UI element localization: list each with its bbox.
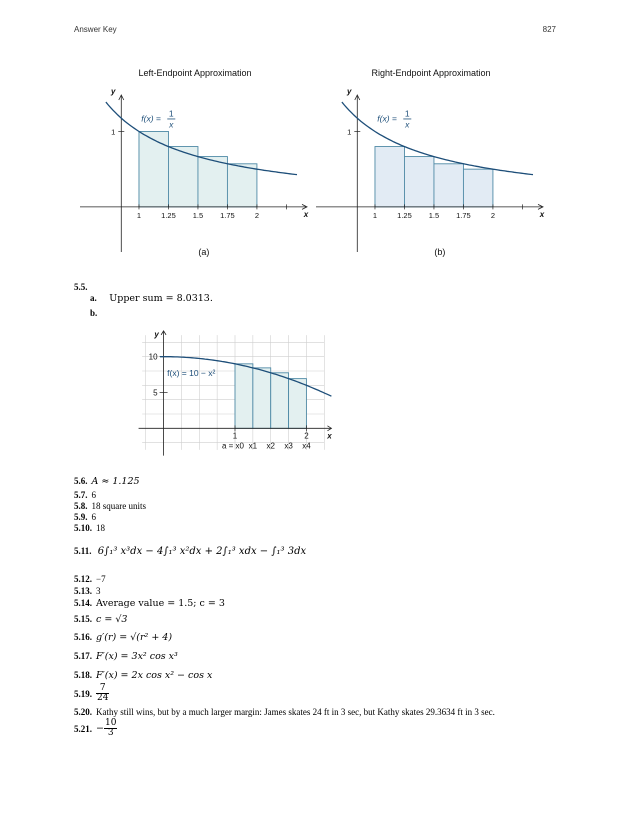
figure-caption: (a) (198, 247, 210, 257)
figure-caption: (b) (434, 247, 446, 257)
x-tick-label: 1 (372, 210, 378, 220)
answer-text: c = √3 (96, 614, 128, 625)
chart-title: Left-Endpoint Approximation (138, 68, 252, 78)
riemann-rectangle (271, 373, 289, 429)
x-axis-label: x (327, 431, 332, 441)
left-endpoint-chart (80, 62, 320, 267)
part-label: b. (90, 308, 98, 318)
answer-5-20 (74, 707, 495, 718)
answer-5-15 (74, 614, 127, 625)
answer-text: F′(x) = 3x² cos x³ (96, 651, 178, 662)
partition-label: x4 (302, 441, 311, 451)
answer-number: 5.13. (74, 586, 92, 596)
curve-label-numerator: 1 (404, 108, 410, 119)
answer-number: 5.18. (74, 670, 92, 680)
answer-5-19 (74, 684, 109, 703)
answer-number: 5.21. (74, 723, 92, 734)
answer-number: 5.15. (74, 614, 92, 624)
numerator: 7 (96, 684, 109, 694)
answer-number: 5.8. (74, 501, 88, 511)
running-header: Answer Key (74, 25, 117, 34)
answer-5-17 (74, 651, 178, 662)
riemann-rectangle (139, 131, 168, 206)
answer-5-5 (74, 282, 92, 293)
riemann-rectangle (404, 157, 433, 207)
partition-label: x2 (266, 441, 275, 451)
riemann-rectangle (198, 157, 227, 207)
y-axis-label: y (154, 329, 159, 339)
riemann-rectangle (289, 379, 307, 429)
answer-number: 5.9. (74, 512, 88, 522)
answer-5-10 (74, 523, 105, 534)
curve-label: f(x) = 10 − x² (167, 368, 216, 379)
x-tick-label: 1.25 (397, 210, 412, 220)
x-tick-label: 2 (254, 210, 260, 220)
riemann-rectangle (434, 164, 463, 207)
answer-text: F′(x) = 2x cos x² − cos x (96, 670, 213, 681)
answer-5-9 (74, 512, 96, 523)
answer-text: 6∫₁³ x³dx − 4∫₁³ x²dx + 2∫₁³ xdx − ∫₁³ 3dx (97, 546, 307, 557)
y-tick-label: 1 (347, 127, 352, 137)
answer-5-14 (74, 598, 225, 609)
answer-text: g′(r) = √(r² + 4) (96, 632, 173, 643)
x-tick-label: 1 (232, 431, 238, 441)
answer-number: 5.16. (74, 632, 92, 642)
answer-text: 18 square units (91, 501, 146, 511)
answer-text: 6 (91, 512, 96, 522)
riemann-sum-chart (135, 322, 350, 472)
x-tick-label: 2 (490, 210, 496, 220)
partition-label: x1 (248, 441, 258, 451)
numerator: 10 (104, 718, 117, 728)
riemann-rectangle (235, 364, 253, 428)
answer-text: 6 (91, 490, 96, 500)
answer-5-21 (74, 719, 117, 738)
partition-label: x3 (284, 441, 293, 451)
answer-5-8 (74, 501, 146, 512)
x-axis-label: x (303, 209, 309, 219)
partition-label: a = x0 (221, 441, 245, 451)
y-tick-label: 5 (153, 388, 158, 398)
answer-5-12 (74, 574, 106, 585)
answer-text: Kathy still wins, but by a much larger margin: James skates 24 ft in 3 sec, but Kathy skates 29.3634 ft in 3 sec. (96, 707, 495, 717)
x-tick-label: 1.75 (220, 210, 235, 220)
x-tick-label: 2 (304, 431, 309, 441)
answer-number: 5.6. (74, 476, 88, 486)
answer-5-13 (74, 586, 101, 597)
answer-text: 18 (96, 523, 105, 533)
answer-text: A ≈ 1.125 (91, 476, 140, 487)
answer-text: 3 (96, 586, 101, 596)
answer-5-7 (74, 490, 96, 501)
answer-text: Average value = 1.5; c = 3 (96, 598, 225, 609)
curve-label: f(x) = (141, 113, 161, 124)
minus-sign: − (96, 723, 104, 734)
answer-number: 5.14. (74, 598, 92, 608)
x-tick-label: 1.75 (456, 210, 471, 220)
part-label: a. (90, 293, 97, 303)
x-tick-label: 1 (136, 210, 142, 220)
answer-number: 5.5. (74, 282, 88, 292)
answer-number: 5.11. (74, 546, 92, 556)
answer-5-16 (74, 632, 172, 643)
answer-number: 5.20. (74, 707, 92, 717)
answer-text: −7 (96, 574, 106, 584)
denominator: 24 (97, 693, 109, 703)
x-tick-label: 1.25 (161, 210, 176, 220)
answer-number: 5.12. (74, 574, 92, 584)
riemann-rectangle (375, 147, 404, 207)
y-tick-label: 1 (111, 127, 116, 137)
answer-5-5-a (90, 293, 213, 304)
answer-number: 5.10. (74, 523, 92, 533)
answer-number: 5.19. (74, 688, 92, 699)
answer-5-6 (74, 476, 140, 487)
answer-5-11 (74, 546, 306, 557)
curve-label-numerator: 1 (168, 108, 174, 119)
riemann-rectangle (227, 164, 256, 207)
page-number: 827 (542, 25, 556, 34)
answer-5-5-b (90, 308, 107, 318)
chart-title: Right-Endpoint Approximation (371, 68, 491, 78)
x-axis-label: x (539, 209, 545, 219)
y-axis-label: y (111, 87, 116, 96)
riemann-rectangle (253, 368, 271, 428)
fraction (104, 719, 117, 738)
answer-5-18 (74, 670, 212, 681)
x-tick-label: 1.5 (192, 210, 204, 220)
curve-label-denominator: x (405, 119, 410, 130)
answer-text: Upper sum = 8.0313. (109, 293, 213, 304)
curve-label-denominator: x (169, 119, 174, 130)
right-endpoint-chart (316, 62, 556, 267)
x-tick-label: 1.5 (428, 210, 440, 220)
answer-number: 5.17. (74, 651, 92, 661)
denominator: 3 (107, 728, 114, 738)
y-tick-label: 10 (148, 352, 158, 362)
fraction (96, 684, 109, 703)
answer-number: 5.7. (74, 490, 88, 500)
riemann-rectangle (463, 169, 492, 207)
y-axis-label: y (347, 87, 352, 96)
curve-label: f(x) = (377, 113, 397, 124)
